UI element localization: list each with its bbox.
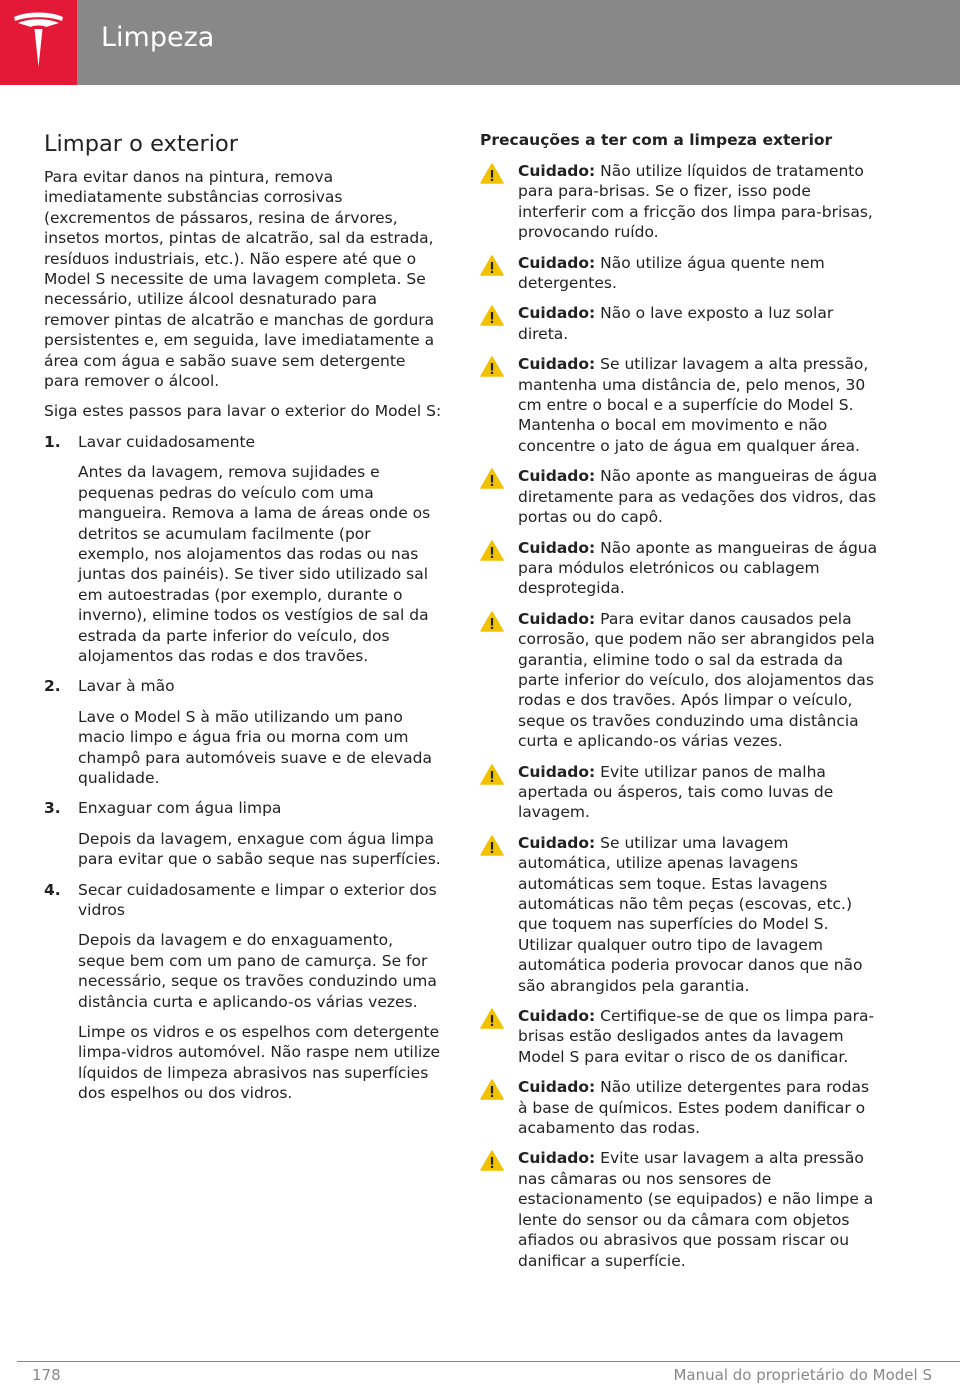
- caution-item: [480, 609, 880, 752]
- footer-manual-title: Manual do proprietário do Model S: [673, 1366, 932, 1384]
- step-body-extra: Limpe os vidros e os espelhos com detergente limpa-vidros automóvel. Não raspe nem utilize líquidos de limpeza abrasivos nas superfícies dos espelhos ou dos vidros.: [78, 1023, 441, 1103]
- warning-icon: [480, 835, 504, 856]
- caution-item: [480, 1148, 880, 1270]
- warning-icon: [480, 764, 504, 785]
- warning-icon: [480, 1008, 504, 1029]
- step-body: Antes da lavagem, remova sujidades e pequenas pedras do veículo com uma mangueira. Remova a lama de áreas onde os detritos se acumulam facilmente (por exemplo, nos alojamentos das rodas ou nas juntas dos painéis). Se tiver sido utilizado sal em autoestradas (por exemplo, durante o inverno), elimine todos os vestígios de sal da estrada da parte inferior do veículo, dos alojamentos das rodas e dos travões.: [78, 463, 431, 665]
- caution-item: [480, 833, 880, 996]
- page-title: Limpeza: [101, 22, 215, 53]
- caution-label: Cuidado:: [518, 1078, 596, 1097]
- section-title-exterior: Limpar o exterior: [44, 131, 239, 157]
- caution-item: [480, 1006, 880, 1067]
- warning-icon: [480, 468, 504, 489]
- tesla-logo-icon: [13, 12, 64, 68]
- warning-icon: [480, 255, 504, 276]
- caution-label: Cuidado:: [518, 304, 596, 323]
- caution-text: Evite utilizar panos de malha apertada ou ásperos, tais como luvas de lavagem.: [518, 762, 834, 822]
- caution-item: [480, 538, 880, 599]
- step-2: [44, 676, 442, 788]
- step-number: 3.: [44, 799, 61, 818]
- precautions-title: Precauções a ter com a limpeza exterior: [480, 131, 833, 149]
- caution-text: Evite usar lavagem a alta pressão nas câmaras ou nos sensores de estacionamento (se equipados) e não limpe a lente do sensor ou da câmara com objetos afiados ou abrasivos que possam riscar ou danificar a superfície.: [518, 1149, 874, 1270]
- caution-text: Para evitar danos causados pela corrosão, que podem não ser abrangidos pela garantia, elimine todo o sal da estrada da parte inferior do veículo, dos alojamentos das rodas e dos travões. Após limpar o veículo, seque os travões conduzindo uma distância curta e aplicando-os várias vezes.: [518, 609, 875, 751]
- caution-label: Cuidado:: [518, 355, 596, 374]
- warning-icon: [480, 305, 504, 326]
- page-number: 178: [32, 1366, 61, 1384]
- caution-item: [480, 762, 880, 823]
- warning-icon: [480, 356, 504, 377]
- caution-item: [480, 161, 880, 243]
- warning-icon: [480, 163, 504, 184]
- caution-item: [480, 253, 880, 294]
- caution-label: Cuidado:: [518, 1007, 596, 1026]
- step-body: Lave o Model S à mão utilizando um pano macio limpo e água fria ou morna com um champô para automóveis suave e de elevada qualidade.: [78, 707, 432, 787]
- step-number: 2.: [44, 677, 61, 696]
- step-4: [44, 880, 442, 1104]
- caution-label: Cuidado:: [518, 1149, 596, 1168]
- caution-text: Não aponte as mangueiras de água diretamente para as vedações dos vidros, das portas ou do capô.: [518, 467, 878, 527]
- caution-text: Não utilize detergentes para rodas à base de químicos. Estes podem danificar o acabamento das rodas.: [518, 1078, 870, 1138]
- caution-label: Cuidado:: [518, 162, 596, 180]
- caution-item: [480, 303, 880, 344]
- warning-icon: [480, 611, 504, 632]
- steps-intro: Siga estes passos para lavar o exterior do Model S:: [44, 402, 442, 421]
- caution-list: [480, 161, 880, 1271]
- caution-text: Não o lave exposto a luz solar direta.: [518, 304, 834, 343]
- warning-icon: [480, 540, 504, 561]
- caution-label: Cuidado:: [518, 467, 596, 486]
- caution-item: [480, 354, 880, 456]
- caution-label: Cuidado:: [518, 538, 596, 557]
- right-column: [480, 130, 880, 1281]
- caution-label: Cuidado:: [518, 762, 596, 781]
- step-3: [44, 798, 442, 869]
- page-header: [0, 0, 960, 85]
- step-1: [44, 432, 442, 666]
- step-heading: Lavar à mão: [78, 677, 175, 696]
- caution-label: Cuidado:: [518, 253, 596, 272]
- caution-text: Se utilizar uma lavagem automática, utilize apenas lavagens automáticas sem toque. Estas lavagens automáticas não têm peças (escovas, etc.) que toquem nas superfícies do Model S. Utilizar qualquer outro tipo de lavagem automática poderia provocar danos que não são abrangidos pela garantia.: [518, 833, 863, 995]
- caution-label: Cuidado:: [518, 833, 596, 852]
- step-heading: Secar cuidadosamente e limpar o exterior dos vidros: [78, 880, 437, 919]
- warning-icon: [480, 1150, 504, 1171]
- step-body: Depois da lavagem e do enxaguamento, seque bem com um pano de camurça. Se for necessário, seque os travões conduzindo uma distância curta e aplicando-os várias vezes.: [78, 931, 437, 1011]
- caution-text: Se utilizar lavagem a alta pressão, mantenha uma distância de, pelo menos, 30 cm entre o bocal e a superfície do Model S. Mantenha o bocal em movimento e não concentre o jato de água em qualquer área.: [518, 355, 869, 455]
- caution-text: Não utilize líquidos de tratamento para para-brisas. Se o fizer, isso pode interferir com a fricção dos limpa para-brisas, provocando ruído.: [518, 162, 873, 242]
- step-heading: Lavar cuidadosamente: [78, 432, 256, 451]
- warning-icon: [480, 1079, 504, 1100]
- step-heading: Enxaguar com água limpa: [78, 799, 282, 818]
- caution-text: Não aponte as mangueiras de água para módulos eletrónicos ou cablagem desprotegida.: [518, 538, 878, 598]
- left-column: [44, 130, 442, 1114]
- footer-divider: [17, 1361, 960, 1362]
- caution-label: Cuidado:: [518, 609, 596, 628]
- step-body: Depois da lavagem, enxague com água limpa para evitar que o sabão seque nas superfícies.: [78, 829, 441, 869]
- intro-paragraph: Para evitar danos na pintura, remova imediatamente substâncias corrosivas (excrementos de pássaros, resina de árvores, insetos mortos, pintas de alcatrão, sal da estrada, resíduos industriais, etc.). Não espere até que o Model S necessite de uma lavagem completa. Se necessário, utilize álcool desnaturado para remover pintas de alcatrão e manchas de gordura persistentes e, em seguida, lave imediatamente a área com água e sabão suave sem detergente para remover o álcool.: [44, 168, 435, 391]
- brand-logo-box: [0, 0, 77, 85]
- caution-text: Não utilize água quente nem detergentes.: [518, 253, 825, 293]
- step-number: 1.: [44, 432, 61, 451]
- caution-item: [480, 466, 880, 527]
- caution-item: [480, 1077, 880, 1138]
- caution-text: Certifique-se de que os limpa para-brisas estão desligados antes da lavagem Model S para evitar o risco de os danificar.: [518, 1007, 875, 1066]
- step-number: 4.: [44, 880, 61, 899]
